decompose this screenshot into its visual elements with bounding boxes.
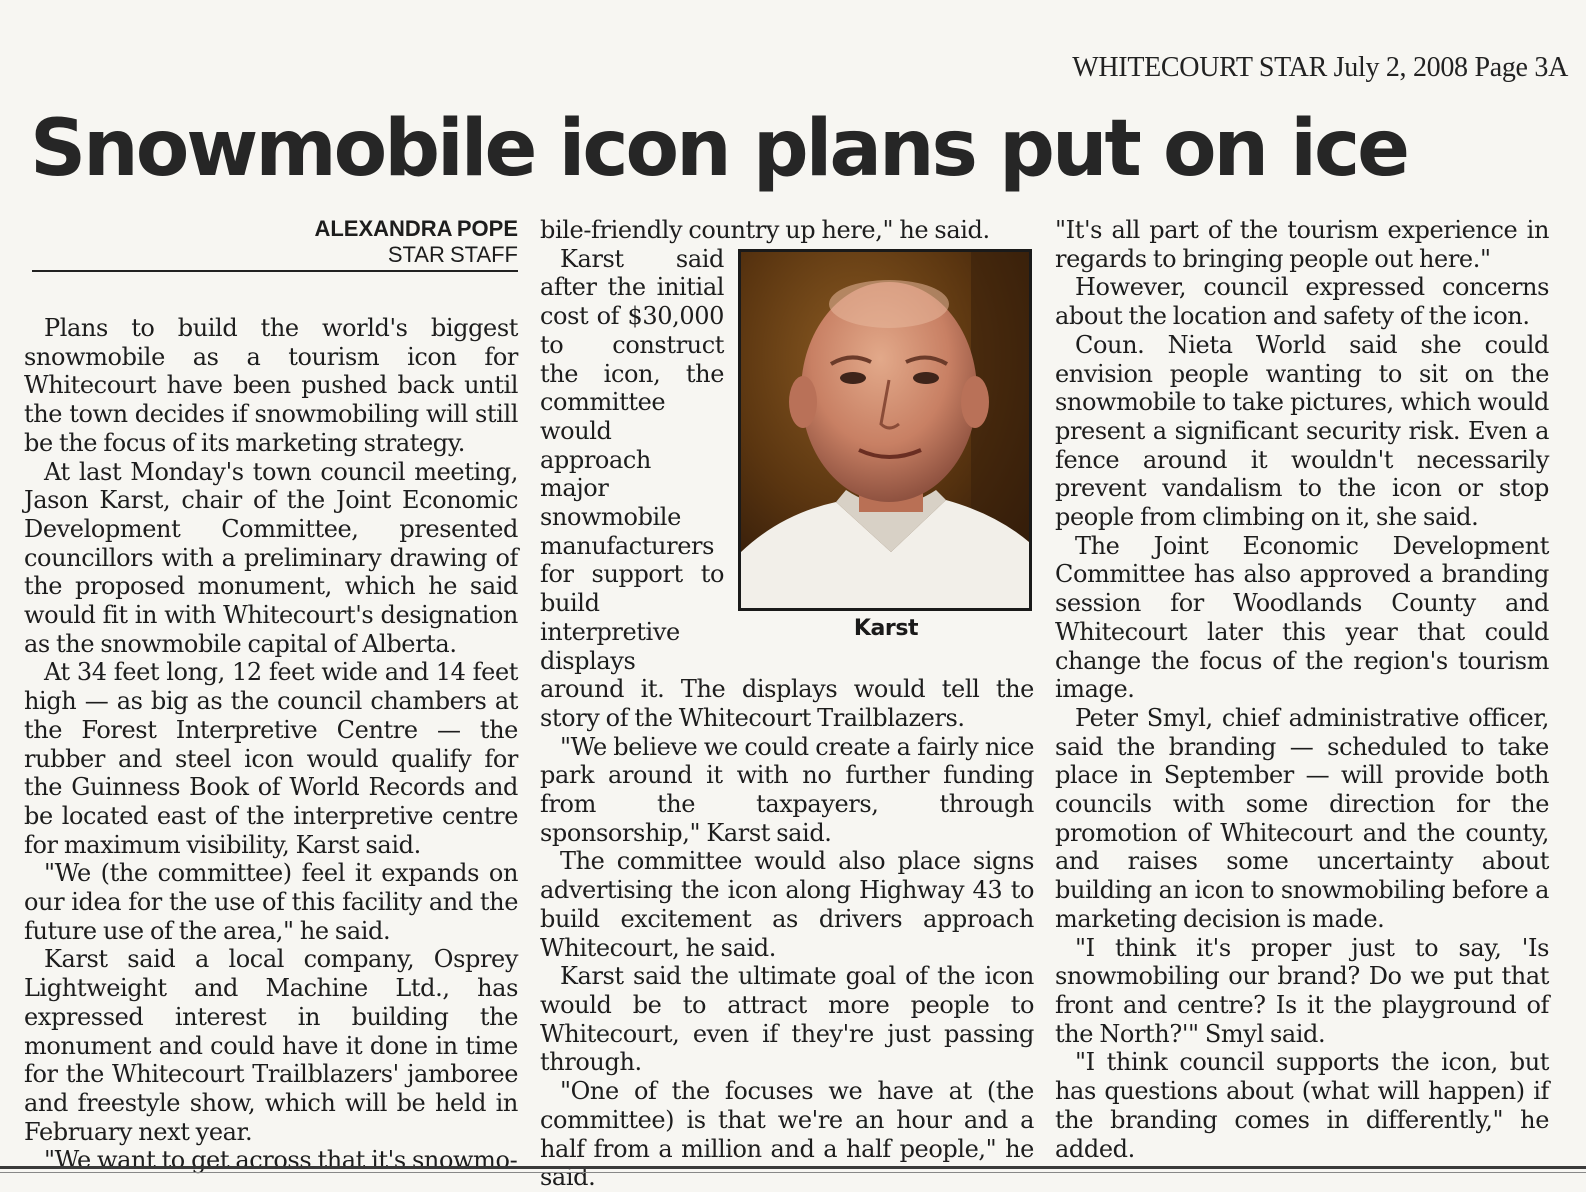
- paragraph: Karst said after the initial cost of $30,000 to construct the icon, the committee would approach major snowmobile manufacturers for support to build interpretive displays around it. The displays would tell the story of the Whitecourt Trailblazers.: [540, 244, 1034, 732]
- paragraph: Karst said a local company, Osprey Lightweight and Machine Ltd., has expressed interest in building the monument and could have it done in time for the Whitecourt Trailblazers' jamboree and freestyle show, which will be held in February next year.: [24, 945, 518, 1146]
- photo-figure: [738, 249, 1034, 647]
- byline-author: ALEXANDRA POPE: [314, 216, 518, 241]
- paragraph: "We want to get across that it's snowmo-: [44, 1146, 518, 1175]
- paragraph: Karst said the ultimate goal of the icon would be to attract more people to Whitecourt, even if they're just passing through.: [540, 962, 1034, 1077]
- paragraph: At 34 feet long, 12 feet wide and 14 feet high — as big as the council chambers at the Forest Interpretive Centre — the rubber and steel icon would qualify for the Guinness Book of World Records and be located east of the interpretive centre for maximum visibility, Karst said.: [24, 658, 518, 859]
- dateline: WHITECOURT STAR July 2, 2008 Page 3A: [1072, 52, 1568, 83]
- paragraph: "We believe we could create a fairly nice park around it with no further funding from the taxpayers, through sponsorship," Karst said.: [540, 732, 1034, 847]
- paragraph: "It's all part of the tourism experience in regards to bringing people out here.": [1055, 216, 1549, 273]
- paragraph: At last Monday's town council meeting, Jason Karst, chair of the Joint Economic Development Committee, presented councillors with a preliminary drawing of the proposed monument, which he said would fit in with Whitecourt's designation as the snowmobile capital of Alberta.: [24, 457, 518, 658]
- paragraph: "I think it's proper just to say, 'Is snowmobiling our brand? Do we put that front and centre? Is it the playground of the North?'" Smyl said.: [1055, 933, 1549, 1048]
- footer-rule: [0, 1166, 1586, 1169]
- article-column-2: [540, 216, 1034, 1192]
- article-column-1: [24, 216, 518, 1175]
- headline: Snowmobile icon plans put on ice: [30, 104, 1408, 194]
- paragraph: The Joint Economic Development Committee has also approved a branding session for Woodlands County and Whitecourt later this year that could change the focus of the region's tourism image.: [1055, 531, 1549, 704]
- article-column-3: [1055, 216, 1549, 1163]
- paragraph: However, council expressed concerns about the location and safety of the icon.: [1055, 273, 1549, 331]
- paragraph: Peter Smyl, chief administrative officer, said the branding — scheduled to take place in September — will provide both councils with some direction for the promotion of Whitecourt and the county, and raises some uncertainty about building an icon to snowmobiling before a marketing decision is made.: [1055, 703, 1549, 933]
- paragraph: "One of the focuses we have at (the committee) is that we're an hour and a half from a million and a half people," he said.: [540, 1077, 1034, 1192]
- byline-role: STAR STAFF: [387, 242, 518, 267]
- paragraph: bile-friendly country up here," he said.: [540, 216, 990, 244]
- byline: [32, 216, 518, 272]
- photo-caption: Karst: [853, 615, 919, 641]
- portrait-photo: [738, 249, 1032, 611]
- paragraph: Coun. Nieta World said she could envision people wanting to sit on the snowmobile to take pictures, which would present a significant security risk. Even a fence around it wouldn't necessarily prevent vandalism to the icon or stop people from climbing on it, she said.: [1055, 330, 1549, 532]
- footer-rule-thin: [0, 1172, 1586, 1173]
- paragraph: "I think council supports the icon, but has questions about (what will happen) if the branding comes in differently," he added.: [1055, 1048, 1549, 1163]
- paragraph: The committee would also place signs advertising the icon along Highway 43 to build excitement as drivers approach Whitecourt, he said.: [540, 847, 1034, 962]
- paragraph: "We (the committee) feel it expands on our idea for the use of this facility and the future use of the area," he said.: [24, 859, 518, 945]
- paragraph: Plans to build the world's biggest snowmobile as a tourism icon for Whitecourt have been pushed back until the town decides if snowmobiling will still be the focus of its marketing strategy.: [24, 314, 518, 457]
